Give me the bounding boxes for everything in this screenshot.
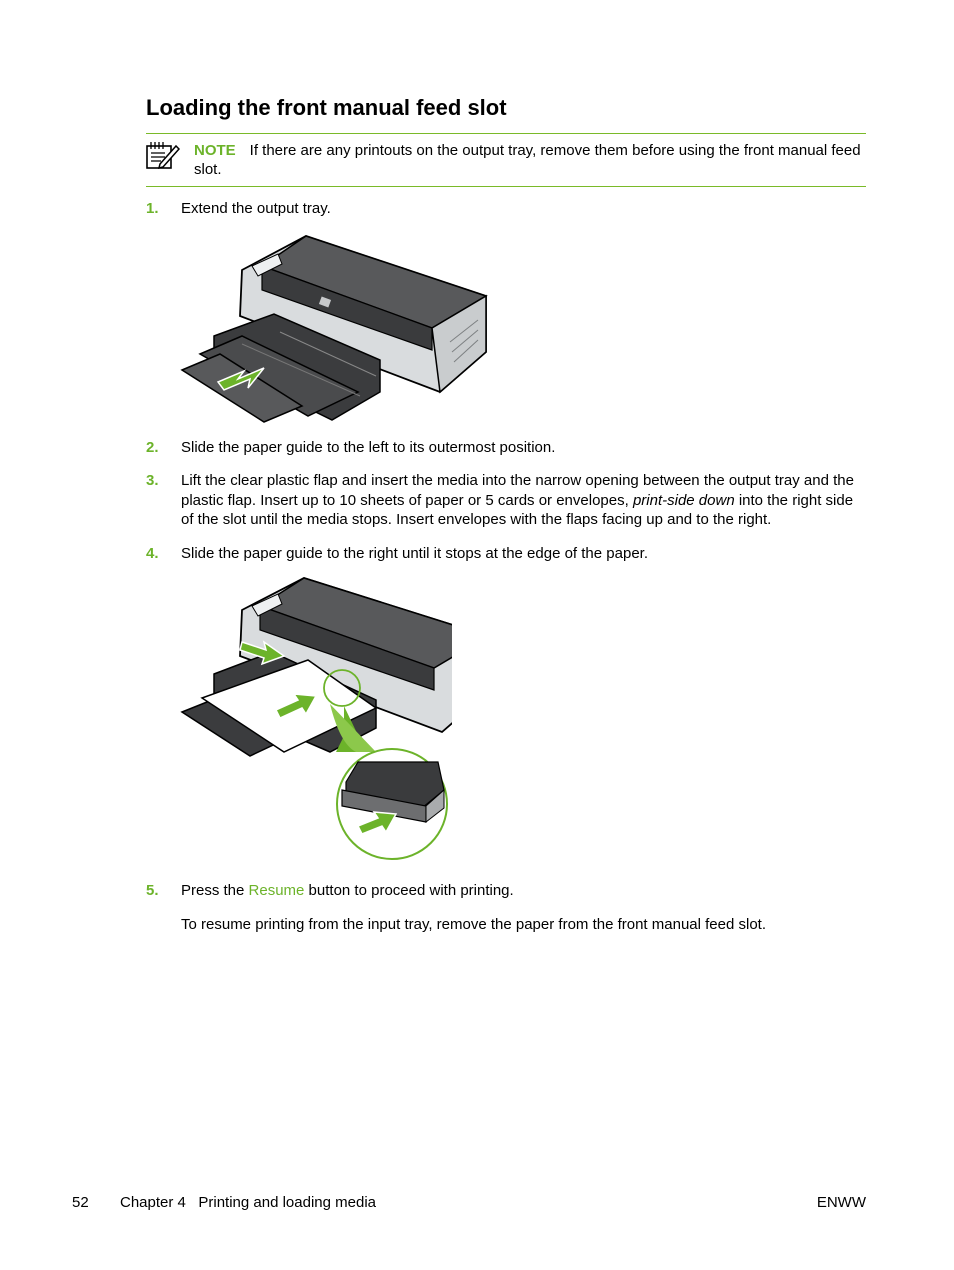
- step-text: Lift the clear plastic flap and insert the media into the narrow opening between the output tray and the plastic flap. Insert up to 10 sheets of paper or 5 cards or envelopes, print-side down into the right side of the slot until the media stops. Insert envelopes with the flaps facing up and to the right.: [181, 472, 854, 528]
- figure-extend-output-tray: [180, 232, 492, 424]
- step-number: 2.: [146, 439, 159, 456]
- step-number: 4.: [146, 545, 159, 562]
- footer-chapter: Chapter 4 Printing and loading media: [120, 1194, 376, 1211]
- note-pencil-icon: [146, 140, 180, 170]
- footer-enww: ENWW: [816, 1194, 866, 1211]
- step-text: Extend the output tray.: [181, 200, 331, 217]
- note-label: NOTE: [194, 142, 236, 159]
- step-2: [146, 438, 868, 458]
- resume-link[interactable]: Resume: [248, 882, 305, 899]
- step-text: Slide the paper guide to the right until it stops at the edge of the paper.: [181, 545, 648, 562]
- footer-page-number: 52: [72, 1194, 89, 1211]
- figure-load-manual-feed-slot: [180, 576, 452, 866]
- step-text: Slide the paper guide to the left to its outermost position.: [181, 439, 556, 456]
- page-title: Loading the front manual feed slot: [146, 95, 507, 120]
- step-number: 5.: [146, 882, 159, 899]
- step-text: Press the Resume button to proceed with printing.: [181, 882, 514, 899]
- step-5: [146, 881, 868, 901]
- note-body: If there are any printouts on the output tray, remove them before using the front manual feed slot.: [194, 142, 861, 178]
- step-1: [146, 199, 868, 219]
- note-text: [194, 141, 866, 179]
- note-box: [146, 133, 866, 187]
- step-4: [146, 544, 868, 564]
- emphasis-print-side-down: print-side down: [632, 491, 735, 509]
- step-number: 3.: [146, 472, 159, 489]
- resume-paragraph: To resume printing from the input tray, remove the paper from the front manual feed slot.: [181, 916, 767, 933]
- step-3: [146, 471, 868, 530]
- step-number: 1.: [146, 200, 159, 217]
